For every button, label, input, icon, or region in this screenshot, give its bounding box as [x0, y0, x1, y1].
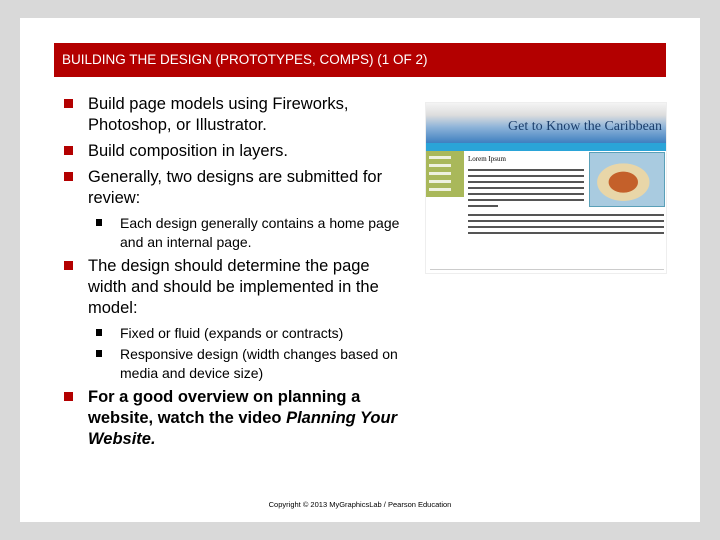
bullet-square-icon — [64, 146, 73, 155]
sub-bullet — [62, 214, 402, 252]
sub-bullet — [62, 324, 402, 343]
video-title: Planning Your Website. — [88, 409, 397, 448]
website-comp-thumbnail — [425, 102, 667, 274]
text-line — [468, 181, 584, 183]
thumbnail-navbar — [426, 143, 667, 151]
bullet-square-icon — [64, 392, 73, 401]
bullet-text: The design should determine the page width and should be implemented in the model: — [88, 257, 379, 317]
sub-bullet — [62, 345, 402, 383]
copyright: Copyright © 2013 MyGraphicsLab / Pearson Education — [268, 500, 452, 509]
sub-bullet-text: Each design generally contains a home page and an internal page. — [120, 215, 400, 250]
sub-bullet-icon — [96, 329, 102, 336]
slide-title: BUILDING THE DESIGN (PROTOTYPES, COMPS) (1 OF 2) — [54, 43, 666, 77]
text-line — [468, 169, 584, 171]
bullet-text: Build page models using Fireworks, Photoshop, or Illustrator. — [88, 95, 349, 134]
bullet — [62, 94, 402, 136]
sub-bullet-text: Responsive design (width changes based on media and device size) — [120, 346, 398, 381]
bullet — [62, 256, 402, 319]
thumbnail-heading: Lorem Ipsum — [468, 155, 506, 163]
text-line — [468, 205, 498, 207]
text-line — [468, 187, 584, 189]
bullet — [62, 167, 402, 209]
sub-bullet-icon — [96, 219, 102, 226]
text-line — [468, 220, 664, 222]
bullet-square-icon — [64, 261, 73, 270]
bullet-list — [62, 94, 402, 455]
sub-bullet-icon — [96, 350, 102, 357]
thumbnail-banner — [426, 103, 667, 143]
bullet-square-icon — [64, 99, 73, 108]
bullet — [62, 141, 402, 162]
bullet-text: Build composition in layers. — [88, 142, 288, 160]
bullet-text: For a good overview on planning a website, watch the video — [88, 388, 361, 427]
thumbnail-site-title: Get to Know the Caribbean — [508, 119, 662, 134]
text-line — [468, 214, 664, 216]
bullet — [62, 387, 402, 450]
text-line — [468, 199, 584, 201]
thumbnail-sidebar — [426, 151, 464, 197]
food-photo — [589, 152, 665, 207]
bullet-square-icon — [64, 172, 73, 181]
sub-bullet-text: Fixed or fluid (expands or contracts) — [120, 325, 344, 341]
text-line — [468, 175, 584, 177]
divider — [430, 269, 664, 270]
text-line — [468, 232, 664, 234]
text-line — [468, 226, 664, 228]
bullet-text: Generally, two designs are submitted for review: — [88, 168, 383, 207]
text-line — [468, 193, 584, 195]
